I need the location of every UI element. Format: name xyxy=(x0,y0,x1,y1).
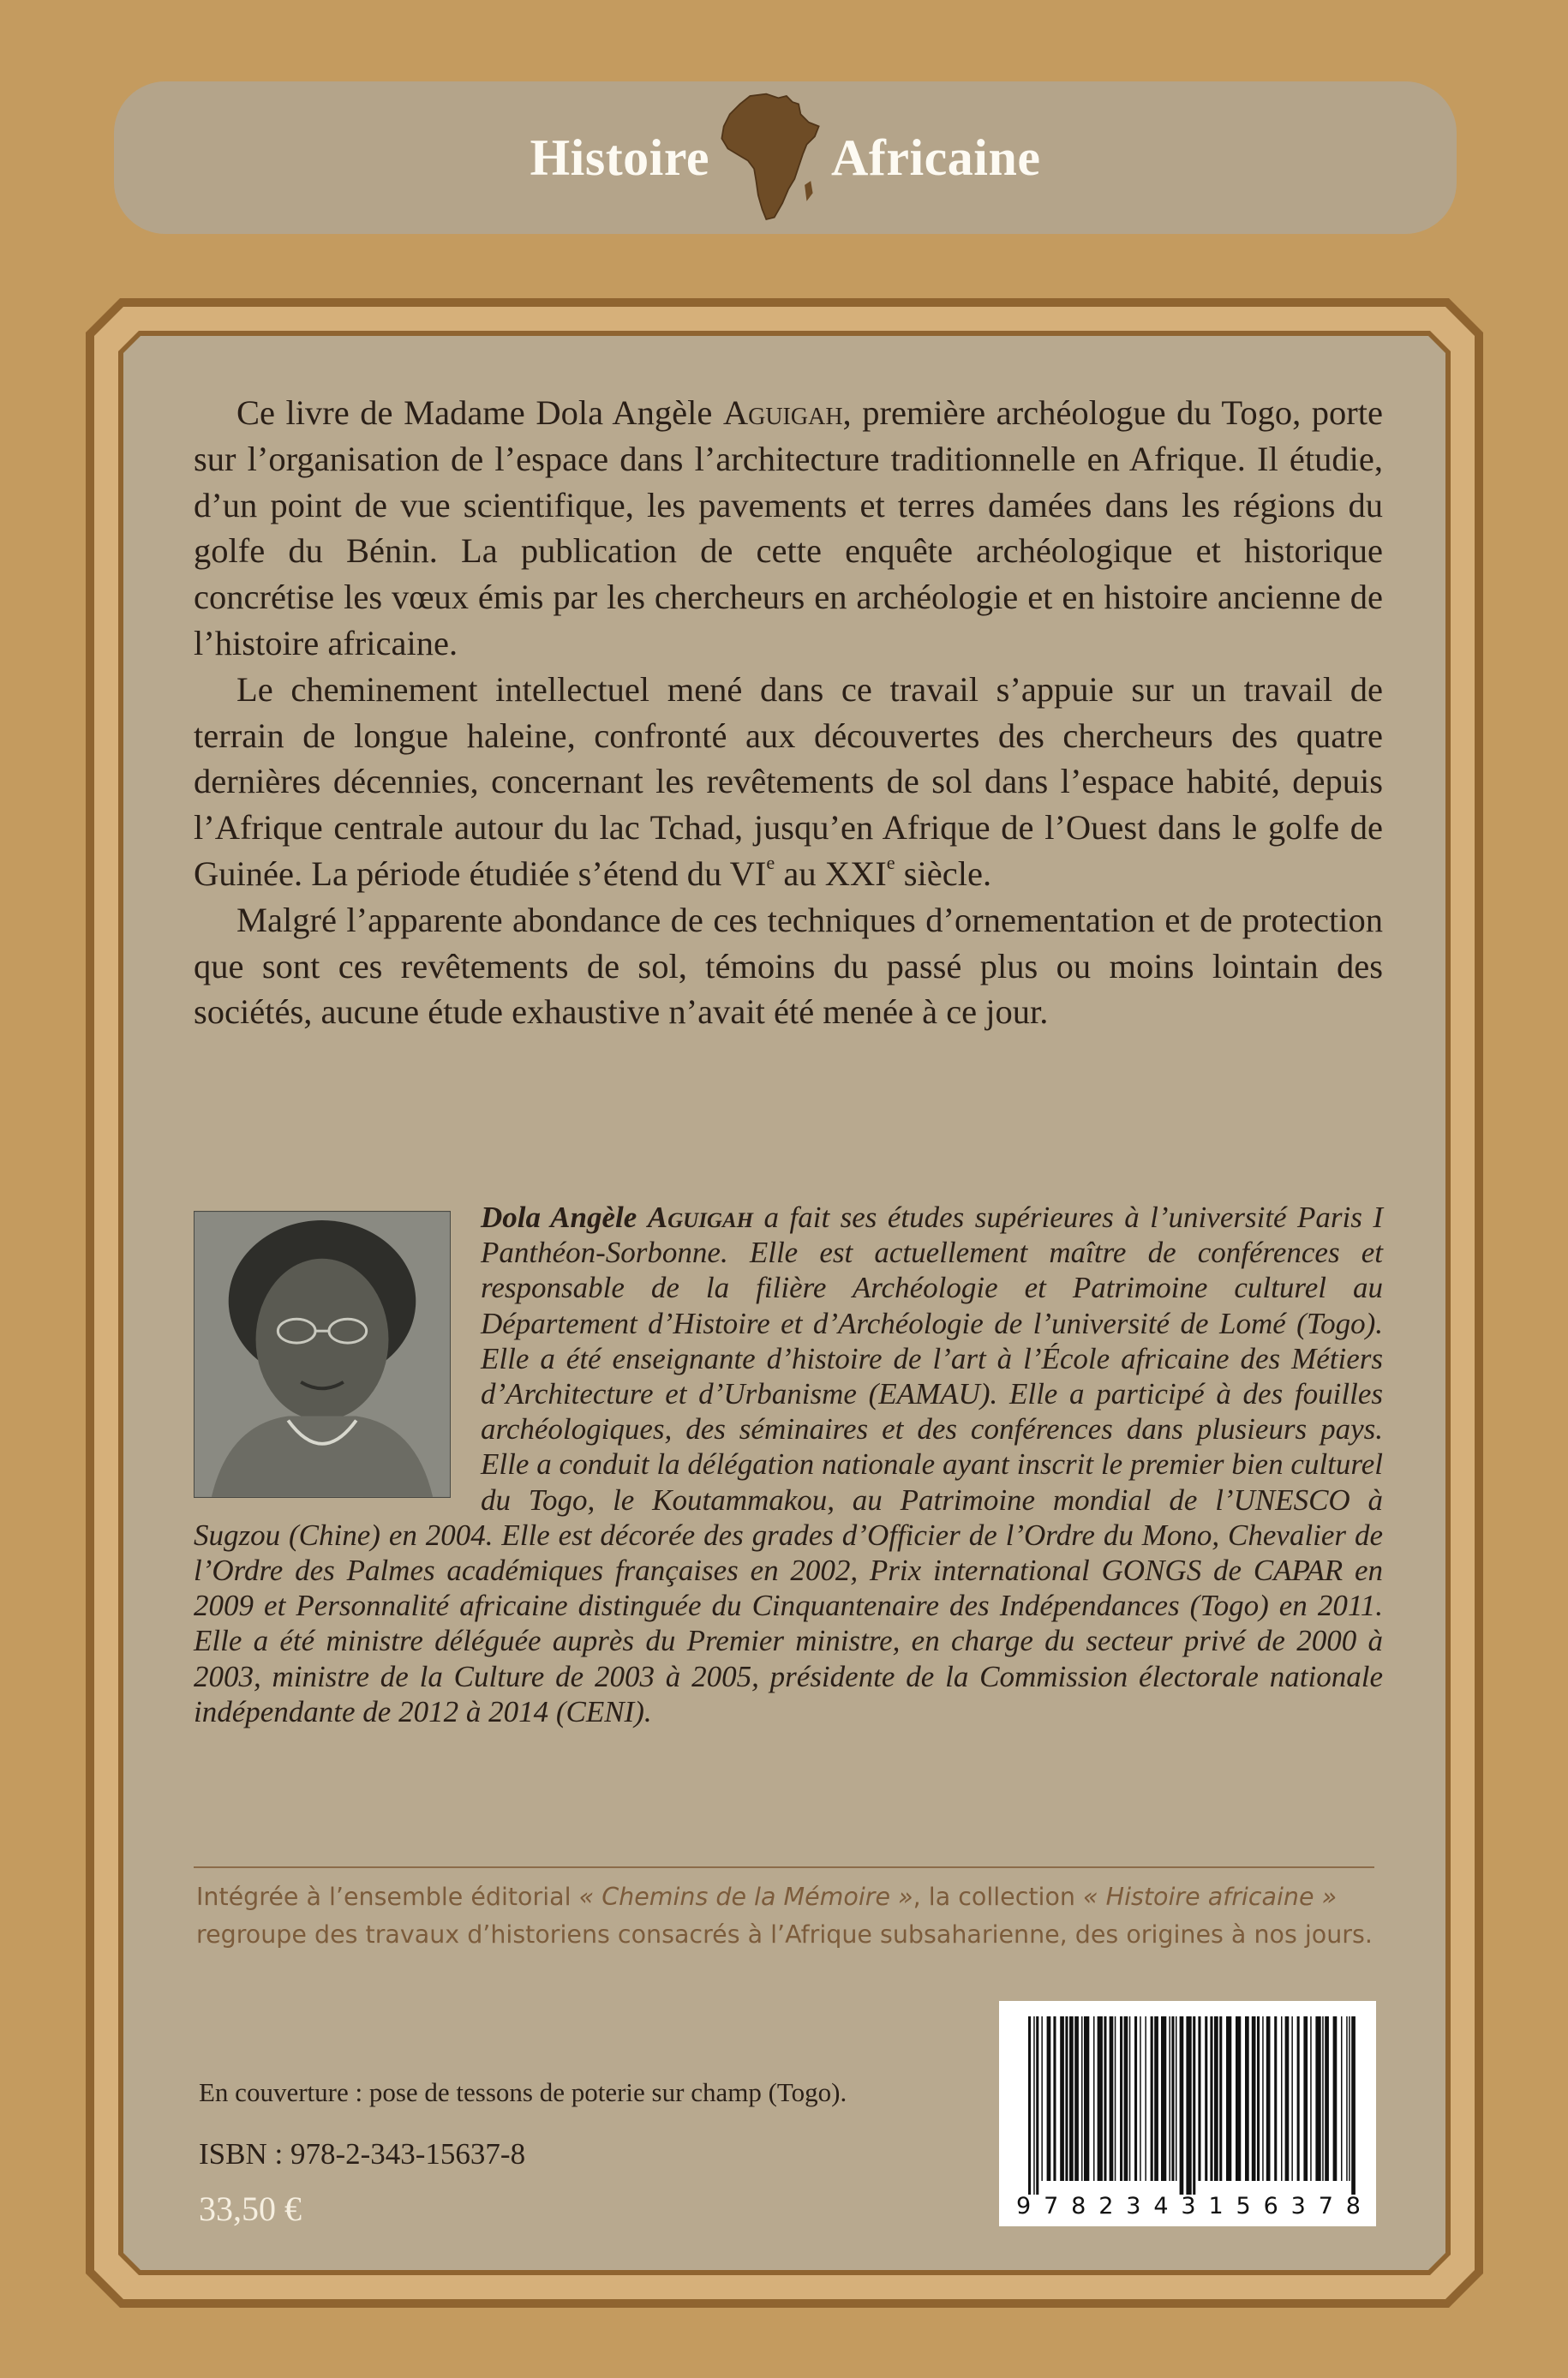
barcode-bar xyxy=(1210,2016,1212,2181)
barcode-bar xyxy=(1193,2016,1195,2195)
barcode-bar xyxy=(1069,2016,1074,2181)
barcode-bar xyxy=(1028,2016,1031,2195)
collection-title-right: Africaine xyxy=(831,129,1041,186)
barcode-bar xyxy=(1053,2016,1056,2181)
barcode-bar xyxy=(1145,2016,1146,2181)
abstract-paragraph-3: Malgré l’apparente abondance de ces techniques d’ornementation et de protection que sont ces revêtements de sol, témoins du passé plus ou moins lointain des sociétés, aucune étude exhaustive n’avait été menée à ce jour. xyxy=(194,900,1383,1032)
barcode-digit: 8 xyxy=(1071,2193,1086,2219)
abstract-paragraph-1: Ce livre de Madame Dola Angèle Aguigah, première archéologue du Togo, porte sur l’organisation de l’espace dans l’architecture traditionnelle en Afrique. Il étudie, d’un point de vue scientifique, les pavements et terres damées dans les régions du golfe du Bénin. La publication de cette enquête archéologique et historique concrétise les vœux émis par les chercheurs en archéologie et en histoire ancienne de l’histoire africaine. xyxy=(194,393,1383,662)
barcode-bar xyxy=(1351,2016,1356,2195)
barcode-bar xyxy=(1041,2016,1043,2181)
barcode-bar xyxy=(1036,2016,1038,2195)
barcode-bar xyxy=(1205,2016,1207,2181)
author-name: Dola Angèle Aguigah xyxy=(481,1201,754,1234)
barcode-digits xyxy=(1016,2193,1361,2219)
barcode-digit: 3 xyxy=(1126,2193,1141,2219)
barcode-bar xyxy=(1226,2016,1231,2181)
barcode-bar xyxy=(1219,2016,1222,2181)
abstract-paragraph-2: Le cheminement intellectuel mené dans ce travail s’appuie sur un travail de terrain de longue haleine, confronté aux découvertes des chercheurs des quatre dernières décennies, concernant les revêtements de sol dans l’espace habité, depuis l’Afrique centrale autour du lac Tchad, jusqu’en Afrique de l’Ouest dans le golfe de Guinée. La période étudiée s’étend du VIe au XXIe siècle. xyxy=(194,669,1383,893)
barcode-bar xyxy=(1060,2016,1064,2181)
barcode-bar xyxy=(1325,2016,1329,2181)
barcode-bar xyxy=(1110,2016,1114,2181)
barcode-bar xyxy=(1161,2016,1166,2181)
africa-map-icon xyxy=(720,91,821,225)
barcode-digit: 7 xyxy=(1318,2193,1333,2219)
isbn: ISBN : 978-2-343-15637-8 xyxy=(199,2137,526,2171)
barcode-bar xyxy=(1169,2016,1170,2181)
barcode-digit: 6 xyxy=(1263,2193,1278,2219)
barcode-bar xyxy=(1115,2016,1116,2181)
barcode-bar xyxy=(1176,2016,1177,2181)
barcode-bar xyxy=(1262,2016,1264,2181)
barcode-bar xyxy=(1281,2016,1283,2181)
collection-description: Intégrée à l’ensemble éditorial « Chemins de la Mémoire », la collection « Histoire africaine » regroupe des travaux d’historiens consacrés à l’Afrique subsaharienne, des origines à nos jours. xyxy=(196,1883,1373,1949)
barcode-bar xyxy=(1257,2016,1260,2181)
barcode-digit: 5 xyxy=(1236,2193,1251,2219)
author-biography xyxy=(194,1200,1383,1729)
barcode-bar xyxy=(1297,2016,1300,2181)
isbn-barcode xyxy=(999,2001,1376,2226)
barcode-bar xyxy=(1074,2016,1079,2181)
barcode-bar xyxy=(1349,2016,1350,2181)
section-divider xyxy=(194,1866,1374,1868)
series-name: « Chemins de la Mémoire » xyxy=(578,1883,913,1911)
barcode-bar xyxy=(1093,2016,1095,2181)
barcode-bar xyxy=(1104,2016,1106,2181)
barcode-bar xyxy=(1154,2016,1158,2181)
barcode-digit: 2 xyxy=(1098,2193,1114,2219)
barcode-bar xyxy=(1033,2016,1035,2195)
barcode-bar xyxy=(1214,2016,1218,2181)
cover-credit: En couverture : pose de tessons de poterie sur champ (Togo). xyxy=(199,2077,847,2107)
barcode-digit: 7 xyxy=(1044,2193,1059,2219)
barcode-bar xyxy=(1098,2016,1103,2181)
barcode-bar xyxy=(1245,2016,1249,2181)
barcode-bar xyxy=(1346,2016,1348,2181)
barcode-bar xyxy=(1322,2016,1324,2181)
barcode-bar xyxy=(1310,2016,1312,2181)
collection-title-left: Histoire xyxy=(530,129,710,186)
collection-banner xyxy=(114,81,1457,234)
barcode-bar xyxy=(1084,2016,1089,2181)
barcode-digit: 3 xyxy=(1290,2193,1306,2219)
barcode-bar xyxy=(1303,2016,1308,2181)
barcode-digit: 1 xyxy=(1208,2193,1224,2219)
barcode-digit: 8 xyxy=(1345,2193,1361,2219)
barcode-bar xyxy=(1285,2016,1290,2181)
barcode-bar xyxy=(1171,2016,1174,2181)
author-bio-text: a fait ses études supérieures à l’université Paris I Panthéon-Sorbonne. Elle est actuellement maître de conférences et responsable de la filière Archéologie et Patrimoine culturel au Département d’Histoire et d’Archéologie de l’université de Lomé (Togo). Elle a été enseignante d’histoire de l’art à l’École africaine des Métiers d’Architecture et d’Urbanisme (EAMAU). Elle a participé à des fouilles archéologiques, des séminaires et des conférences dans plusieurs pays. Elle a conduit la délégation nationale ayant inscrit le premier bien culturel du Togo, le Koutammakou, au Patrimoine mondial de l’UNESCO à Sugzou (Chine) en 2004. Elle est décorée des grades d’Officier de l’Ordre du Mono, Chevalier de l’Ordre des Palmes académiques françaises en 2002, Prix international GONGS de CAPAR en 2009 et Personnalité africaine distinguée du Cinquantenaire des Indépendances (Togo) en 2011. Elle a été ministre déléguée auprès du Premier ministre, en charge du secteur privé de 2000 à 2003, ministre de la Culture de 2003 à 2005, présidente de la Commission électorale nationale indépendante de 2012 à 2014 (CENI). xyxy=(194,1201,1383,1728)
barcode-bar xyxy=(1236,2016,1241,2181)
price: 33,50 € xyxy=(199,2189,302,2228)
barcode-bar xyxy=(1198,2016,1200,2181)
barcode-bar xyxy=(1120,2016,1122,2181)
barcode-bar xyxy=(1129,2016,1131,2181)
barcode-bar xyxy=(1291,2016,1293,2181)
collection-title xyxy=(114,81,1457,234)
barcode-bar xyxy=(1266,2016,1271,2181)
barcode-bar xyxy=(1140,2016,1141,2181)
barcode-bar xyxy=(1341,2016,1343,2181)
barcode-bar xyxy=(1151,2016,1153,2181)
barcode-bar xyxy=(1315,2016,1320,2181)
barcode-digit: 3 xyxy=(1181,2193,1196,2219)
barcode-bar xyxy=(1274,2016,1277,2181)
barcode-bar xyxy=(1124,2016,1128,2181)
barcode-digit: 9 xyxy=(1016,2193,1032,2219)
author-surname: Aguigah xyxy=(722,393,843,432)
book-abstract xyxy=(194,390,1383,1035)
barcode-bar xyxy=(1186,2016,1191,2195)
barcode-bar xyxy=(1180,2016,1184,2195)
barcode-bar xyxy=(1134,2016,1137,2181)
barcode-bar xyxy=(1252,2016,1256,2181)
barcode-bar xyxy=(1047,2016,1051,2181)
barcode-digit: 4 xyxy=(1153,2193,1169,2219)
barcode-bar xyxy=(1065,2016,1068,2181)
barcode-bar xyxy=(1081,2016,1083,2181)
barcode-bar xyxy=(1333,2016,1338,2181)
collection-name: « Histoire africaine » xyxy=(1083,1883,1338,1911)
